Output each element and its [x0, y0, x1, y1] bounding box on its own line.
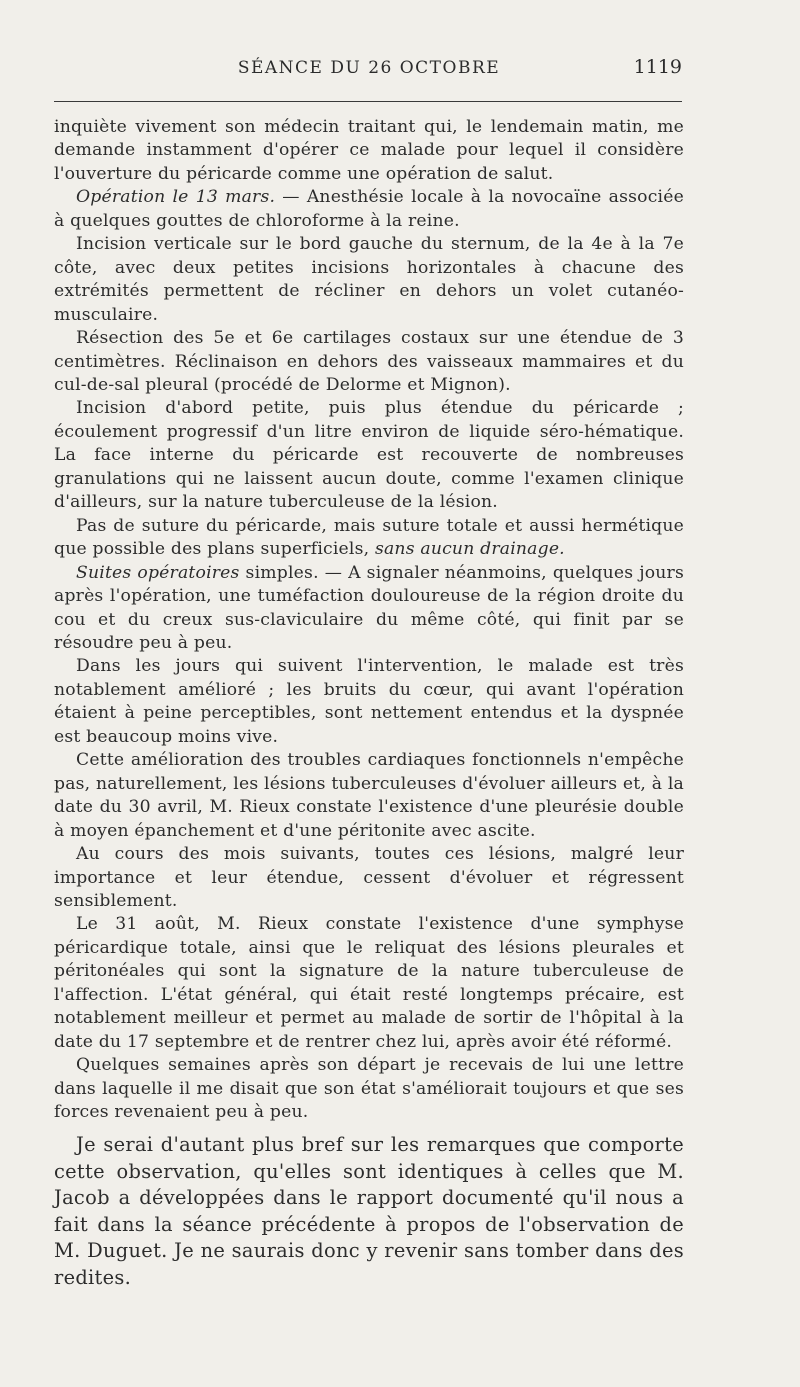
paragraph: Incision verticale sur le bord gauche du sternum, de la 4e à la 7e côte, avec deux petites incisions horizontales à chacune des extrémités permettent de récliner en dehors un volet cutanéo-musculaire. [54, 234, 684, 325]
paragraph: Opération le 13 mars. — Anesthésie locale à la novocaïne associée à quelques gouttes de chloroforme à la reine. [54, 187, 684, 231]
case-report-body [54, 116, 684, 1124]
closing-remarks [54, 1132, 684, 1292]
paragraph: inquiète vivement son médecin traitant qui, le lendemain matin, me demande instamment d'opérer ce malade pour lequel il considère l'ouverture du péricarde comme une opération de salut. [54, 117, 684, 184]
paragraph: Au cours des mois suivants, toutes ces lésions, malgré leur importance et leur étendue, cessent d'évoluer et régressent sensiblement. [54, 844, 684, 911]
page-number: 1119 [633, 56, 682, 78]
closing-paragraph: Je serai d'autant plus bref sur les remarques que comporte cette observation, qu'elles sont identiques à celles que M. Jacob a développées dans le rapport documenté qu'il nous a fait dans la séance précédente à propos de l'observation de M. Duguet. Je ne saurais donc y revenir sans tomber dans des redites. [54, 1133, 684, 1289]
paragraph: Pas de suture du péricarde, mais suture totale et aussi hermétique que possible des plans superficiels, sans aucun drainage. [54, 515, 684, 560]
running-head [54, 58, 684, 88]
paragraph: Résection des 5e et 6e cartilages costaux sur une étendue de 3 centimètres. Réclinaison en dehors des vaisseaux mammaires et du cul-de-sal pleural (procédé de Delorme et Mignon). [54, 328, 684, 395]
italic-lead: Suites opératoires [76, 562, 240, 583]
paragraph: Suites opératoires simples. — A signaler néanmoins, quelques jours après l'opération, une tuméfaction douloureuse de la région droite du cou et du creux sus-claviculaire du même côté, qui finit par se résoudre peu à peu. [54, 562, 684, 653]
paragraph: Cette amélioration des troubles cardiaques fonctionnels n'empêche pas, naturellement, les lésions tuberculeuses d'évoluer ailleurs et, à la date du 30 avril, M. Rieux constate l'existence d'une pleurésie double à moyen épanchement et d'une péritonite avec ascite. [54, 750, 684, 841]
paragraph: Dans les jours qui suivent l'intervention, le malade est très notablement amélioré ; les bruits du cœur, qui avant l'opération étaient à peine perceptibles, sont nettement entendus et la dyspnée est beaucoup moins vive. [54, 656, 684, 747]
paragraph: Incision d'abord petite, puis plus étendue du péricarde ; écoulement progressif d'un litre environ de liquide séro-hématique. La face interne du péricarde est recouverte de nombreuses granulations qui ne laissent aucun doute, comme l'examen clinique d'ailleurs, sur la nature tuberculeuse de la lésion. [54, 398, 684, 513]
italic-tail: sans aucun drainage. [374, 539, 565, 560]
running-title: SÉANCE DU 26 OCTOBRE [237, 58, 501, 78]
paragraph: Quelques semaines après son départ je recevais de lui une lettre dans laquelle il me disait que son état s'améliorait toujours et que ses forces revenaient peu à peu. [54, 1055, 684, 1123]
header-rule [54, 101, 682, 102]
paragraph: Le 31 août, M. Rieux constate l'existence d'une symphyse péricardique totale, ainsi que le reliquat des lésions pleurales et péritonéales qui sont la signature de la nature tuberculeuse de l'affection. L'état général, qui était resté longtemps précaire, est notablement meilleur et permet au malade de sortir de l'hôpital à la date du 17 septembre et de rentrer chez lui, après avoir été réformé. [54, 914, 684, 1052]
italic-lead: Opération le 13 mars. [76, 187, 276, 208]
